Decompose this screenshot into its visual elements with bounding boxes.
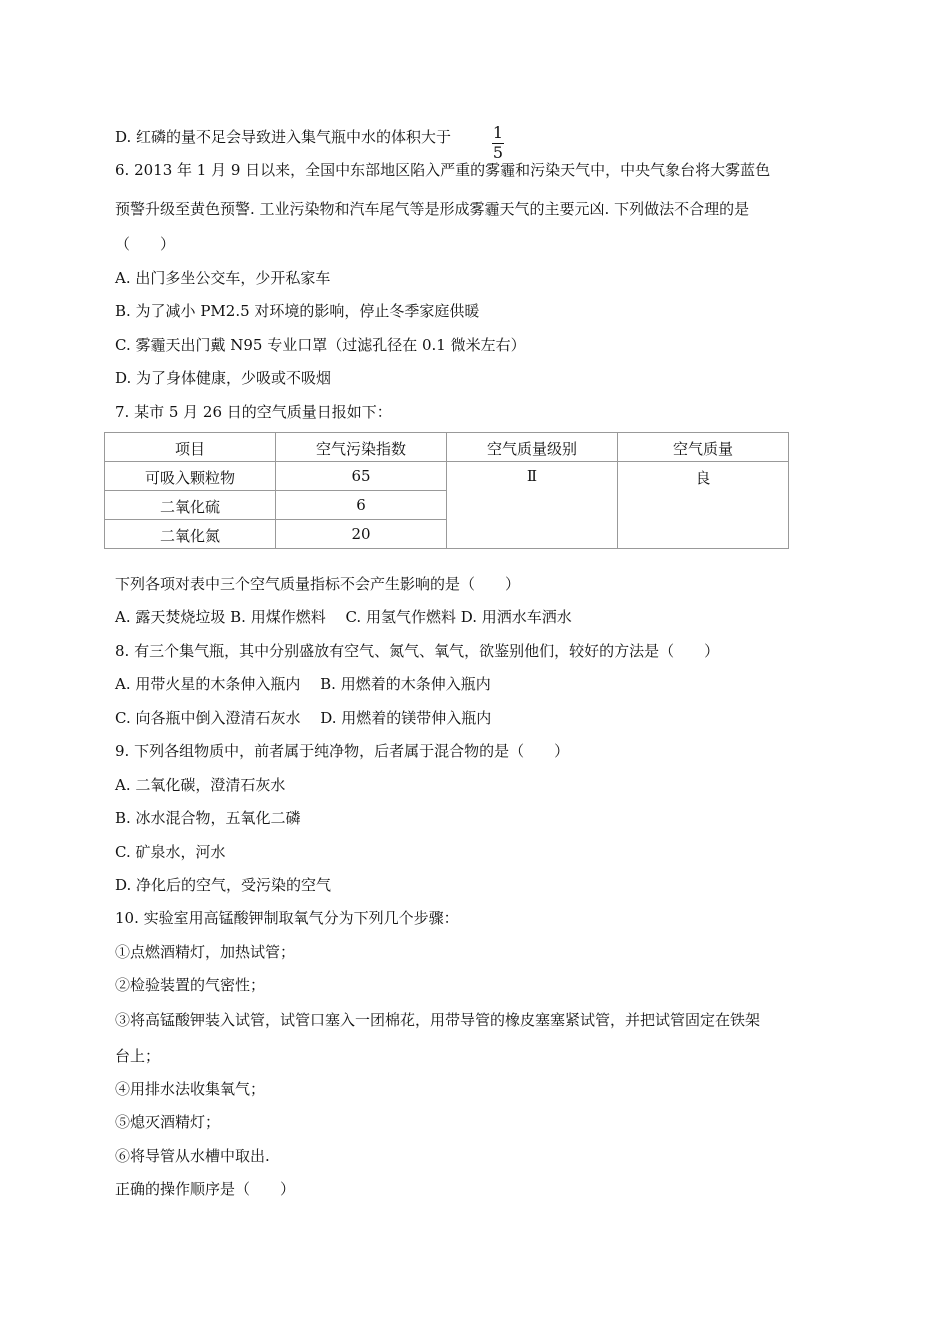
table-header-cell: 项目 — [105, 433, 276, 462]
table-header-cell: 空气质量 — [618, 433, 789, 462]
q7-stem: 7. 某市 5 月 26 日的空气质量日报如下： — [115, 403, 392, 421]
q8-stem: 8. 有三个集气瓶，其中分别盛放有空气、氮气、氧气，欲鉴别他们，较好的方法是（ ） — [115, 642, 720, 660]
table-row — [105, 462, 789, 491]
table-cell-level: Ⅱ — [447, 462, 618, 549]
q9-option-b: B. 冰水混合物，五氧化二磷 — [115, 809, 301, 827]
q10-step-3-continued: 台上； — [115, 1047, 161, 1065]
table-header-cell: 空气质量级别 — [447, 433, 618, 462]
q10-step-1: ①点燃酒精灯，加热试管； — [115, 943, 296, 961]
table-header-cell: 空气污染指数 — [276, 433, 447, 462]
q5-option-d: D. 红磷的量不足会导致进入集气瓶中水的体积大于 — [115, 128, 452, 146]
q8-options-ab: A. 用带火星的木条伸入瓶内 B. 用燃着的木条伸入瓶内 — [115, 675, 491, 693]
q10-question: 正确的操作顺序是（ ） — [115, 1180, 296, 1198]
q6-option-d: D. 为了身体健康，少吸或不吸烟 — [115, 369, 332, 387]
table-cell-quality: 良 — [618, 462, 789, 549]
q10-step-6: ⑥将导管从水槽中取出. — [115, 1147, 270, 1165]
table-header-row — [105, 433, 789, 462]
table-cell-item: 二氧化氮 — [105, 520, 276, 549]
fraction-numerator: 1 — [492, 123, 504, 142]
q10-step-5: ⑤熄灭酒精灯； — [115, 1113, 221, 1131]
q10-step-2: ②检验装置的气密性； — [115, 976, 266, 994]
table-cell-index: 20 — [276, 520, 447, 549]
q9-option-c: C. 矿泉水，河水 — [115, 843, 226, 861]
q6-stem-line1: 6. 2013 年 1 月 9 日以来，全国中东部地区陷入严重的雾霾和污染天气中，中央气象台将大雾蓝色 — [115, 161, 771, 179]
q6-answer-blank: （ ） — [115, 235, 176, 253]
table-cell-index: 6 — [276, 491, 447, 520]
q9-option-d: D. 净化后的空气，受污染的空气 — [115, 876, 332, 894]
q7-question: 下列各项对表中三个空气质量指标不会产生影响的是（ ） — [115, 575, 521, 593]
q10-stem: 10. 实验室用高锰酸钾制取氧气分为下列几个步骤： — [115, 909, 459, 927]
q8-options-cd: C. 向各瓶中倒入澄清石灰水 D. 用燃着的镁带伸入瓶内 — [115, 709, 492, 727]
fraction-one-fifth — [492, 124, 504, 162]
q6-option-c: C. 雾霾天出门戴 N95 专业口罩（过滤孔径在 0.1 微米左右） — [115, 336, 526, 354]
table-cell-item: 可吸入颗粒物 — [105, 462, 276, 491]
q6-option-b: B. 为了减小 PM2.5 对环境的影响，停止冬季家庭供暖 — [115, 302, 480, 320]
q9-stem: 9. 下列各组物质中，前者属于纯净物，后者属于混合物的是（ ） — [115, 742, 570, 760]
table-cell-item: 二氧化硫 — [105, 491, 276, 520]
air-quality-table — [104, 432, 789, 549]
q10-step-3: ③将高锰酸钾装入试管，试管口塞入一团棉花，用带导管的橡皮塞塞紧试管，并把试管固定在铁架 — [115, 1011, 761, 1029]
q10-step-4: ④用排水法收集氧气； — [115, 1080, 266, 1098]
fraction-denominator: 5 — [492, 143, 504, 162]
table-cell-index: 65 — [276, 462, 447, 491]
q6-option-a: A. 出门多坐公交车，少开私家车 — [115, 269, 331, 287]
q7-options: A. 露天焚烧垃圾 B. 用煤作燃料 C. 用氢气作燃料 D. 用洒水车洒水 — [115, 608, 572, 626]
q9-option-a: A. 二氧化碳，澄清石灰水 — [115, 776, 286, 794]
q6-stem-line2: 预警升级至黄色预警. 工业污染物和汽车尾气等是形成雾霾天气的主要元凶. 下列做法不合理的是 — [115, 200, 750, 218]
